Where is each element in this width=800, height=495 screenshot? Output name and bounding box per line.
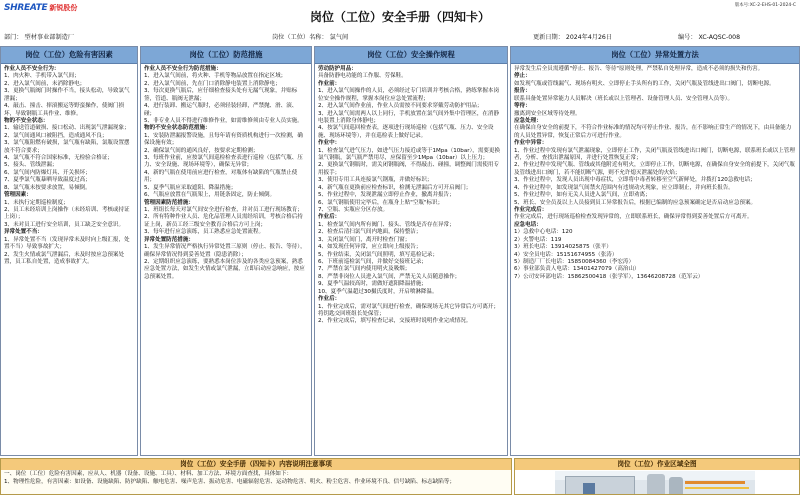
text-line: 如发现气瓶或管线漏气、现场有明火、立即停止手头所有的工作，关闭气瓶及管线进出口阀门，切断电源。 [514, 80, 775, 87]
text-line: 1、检查氯气间内所有阀门、接头、管线是否存在异常； [318, 221, 455, 228]
text-line: 6、氯气钢瓶使用完毕后，在瓶身上贴"空瓶"标识； [318, 199, 444, 206]
text-line: 1、班组长每天对氯气间安全进行检查，并对员工进行现场教育； [144, 207, 303, 214]
text-line: 1、肉火种、手机带入氯气间； [4, 73, 80, 80]
page-title: 岗位（工位）安全手册（四知卡） [309, 10, 490, 24]
text-line: 2、检查后清扫氯气间内地面，保持整洁； [318, 229, 422, 236]
four-knowledge-columns [0, 46, 800, 456]
text-line: 7、空瓶、实瓶应分区存放。 [318, 207, 389, 214]
text-line: 7、严禁在氯气间内使用明火及吸烟； [318, 266, 411, 273]
text-line: 3、使用专用工具连接氯气钢瓶，并做好标识； [318, 177, 433, 184]
pipeline [685, 481, 745, 484]
text-line: 6、氯气间内防爆灯具、开关损坏； [4, 169, 91, 176]
section-heading: 应急处理： [514, 117, 542, 124]
section-heading: 异常处置不当： [4, 229, 43, 236]
text-line: 5、作业过程中，如有无关人员进入氯气间，立即劝离； [514, 192, 651, 199]
section-heading: 报告： [514, 88, 531, 95]
section-heading: 作业前： [318, 80, 341, 87]
section-heading: 管理因素： [4, 192, 32, 199]
text-line: 3、进入氯气间需两人以上同行，手机放置在氯气间外集中管理区，在消静电装置上消除身体静电； [318, 110, 500, 124]
text-line: 9、夏季气温较高时，需做好遮阳降温措施； [318, 281, 427, 288]
area-map-panel [514, 458, 800, 495]
text-line: 作业完成后，进行现场巡检检查发现异常的，立即联系班长，确保异常得到妥善处置后方可离开。 [514, 214, 753, 221]
text-line: 4、进行装卸、搬运气瓶时，必须轻装轻卸，严禁抛、滑、滚、碰； [144, 103, 298, 117]
doc-code-label: 编号： XC-AQSC-008 [678, 34, 741, 41]
text-line: 在确保自身安全的前提下，不符合作业标准的情况均可停止作业、报告，在不影响正常生产的情况下，由具备能力的人员处置异常，恢复正常后方可进行作业。 [514, 125, 792, 139]
text-line: 1、作业过程中发现有氯气泄漏现象，立即停止工作，关闭气瓶及管线进出口阀门，切断电源，联系班长或以上管理者，分析、查找出泄漏原因，并进行处置恢复正常； [514, 147, 795, 162]
text-line: 3、每班作业前，应按氯气间巡检检查表进行巡检（包括气瓶、压力、安全设施、现场环境等），确保无异常； [144, 155, 303, 169]
column-emergency [510, 46, 800, 456]
notes-title: 岗位（工位）安全手册（四知卡）内容说明注意事项 [1, 459, 511, 470]
section-heading: 作业完成后： [514, 207, 548, 214]
text-line: 1、作业完成后，需对氯气间进行检查，确保现场无其它异常后方可离开；将钥匙交回班组长处保管； [318, 303, 500, 317]
section-heading: 作业中异常： [514, 140, 548, 147]
gas-tank [669, 477, 683, 495]
text-line: 2、进入氯气间作业前，作业人员需按不同要求穿戴劳动防护用品； [318, 103, 483, 110]
text-line: 5、非专业人员不得进行维修作业，如需维修须由专业人员实施。 [144, 117, 303, 124]
text-line: 3、更换气瓶阀门时操作不当，接头松动，导致氯气泄漏； [4, 88, 130, 102]
text-line: 5）制造厂厂长电话：15850084360（李宏涛） [514, 258, 635, 265]
text-line: 5、接头、管线泄漏； [4, 162, 58, 169]
text-line: 6、气瓶应放置在气瓶架上，用链条固定，防止倾倒。 [144, 192, 276, 199]
text-line: 4、敲击、撞击、摔滚搬运等野蛮操作，使阀门损坏，导致钢瓶工具作业、维修。 [4, 103, 125, 117]
text-line: 5、作业结束，关闭氯气间照明，填写巡检记录； [318, 251, 439, 258]
section-heading: 作业人员不安全行为： [4, 66, 60, 72]
notes-panel [0, 458, 512, 495]
guard-rail [685, 487, 749, 489]
text-line: 8、严禁非岗位人员进入氯气间，严禁无关人员随意操作； [318, 273, 461, 280]
text-line: 1、发生异常情况严格执行异常处置三原则（停止、报告、等待），确保异常情况得到妥善处置（隐患消除）； [144, 244, 306, 258]
text-line: 2、所有特种作业人员、危化品管理人员需经培训，考核合格后持证上岗，新员工经三级安全教育合格后方可上岗； [144, 214, 303, 228]
column-title: 岗位（工位）安全操作规程 [315, 47, 507, 64]
text-line: 2、发生火情或氯气泄漏后，未及时按应急预案处置，员工私自处置，造成事故扩大。 [4, 251, 125, 265]
text-line: 异常发生后全员需遵循"停止、报告、等待"原则处理，严禁私自处理异常，造成不必须的损失和伤害。 [514, 66, 764, 72]
text-line: 8、氯气瓶未按要求放置，易倾倒。 [4, 184, 91, 191]
text-line: 10、夏季气温超过30摄氏度时，开启喷淋降温。 [318, 288, 438, 295]
text-line: 2）火警电话：119 [514, 236, 562, 243]
text-line: 2、定期组织应急演练，要熟悉本岗位涉及的各类应急预案，熟悉应急处置方法，如发生火情或氯气泄漏，立即启动应急响应，按应急预案处置。 [144, 258, 305, 280]
text-line: 1、未执行定期巡检制度； [4, 199, 69, 206]
door [583, 483, 595, 495]
column-title: 岗位（工位）危险有害因素 [1, 47, 137, 64]
section-heading: 劳动防护用品： [318, 66, 357, 72]
text-line: 3）班长电话：13914025875（张平） [514, 244, 612, 251]
meta-row [0, 32, 800, 44]
text-line: 1、异常处置不当（发现异常未及时向上级汇报，处置不当）导致事故扩大； [4, 236, 130, 251]
version-number: 版本号:XC-2-EHS-01-2024-C [734, 3, 796, 8]
text-line: 6、下班前巡检氯气间，并做好交接班记录； [318, 258, 427, 265]
text-line: 4、新气瓶在更换前应检查标识，检测无泄漏后方可开启阀门； [318, 184, 472, 191]
text-line: 撤离到安全区域等待处理。 [514, 110, 581, 117]
text-line: 4、如发现任何异常，应立即向上级报告； [318, 244, 422, 251]
column-body [1, 64, 137, 266]
section-heading: 物的不安全状态： [4, 117, 49, 124]
text-line: 2、作业过程中发现气瓶、管线或其他附近有明火，立即停止工作，切断电源，在确保自身安全的前提下，关闭气瓶及管线进出口阀门，若不能切断气源，则不允许熄灭泄漏处的火焰； [514, 162, 795, 176]
text-line: 3、氯气瓶阻燃有破损，氯气瓶有缺陷，氯瓶设置摆放不符合要求； [4, 140, 130, 154]
post-name-label: 岗位（工位）名称： 氯气间 [272, 34, 349, 41]
text-line: 具备防静电功能的工作服、劳保鞋。 [318, 73, 407, 80]
text-line: 4、按氯气间巡回检查表，逐项进行现场巡检（包括气瓶、压力、安全设施、现场环境等），并在巡检表上做好记录。 [318, 125, 494, 139]
section-heading: 停止： [514, 73, 531, 80]
column-body [511, 64, 799, 281]
section-heading: 作业中： [318, 140, 341, 147]
column-body [315, 64, 507, 326]
text-line: 1、进入氯气间前，将火种、手机等物品放置在指定区域； [144, 73, 287, 80]
department-label: 部门： 型材事业部制造厂 [4, 34, 75, 41]
section-heading: 作业人员不安全行为防范措施： [144, 66, 222, 72]
section-heading: 管理因素防范措施： [144, 199, 194, 206]
text-line: 1、进入氯气间操作的人员，必须经过专门培训并考核合格，熟练掌握本岗位安全操作规程，掌握本岗位应急处置流程； [318, 88, 500, 102]
text-line: 联系具备处置异常能力人员解决（班长或以上管理者、设备管理人员、安全管理人员等）。 [514, 95, 734, 102]
logo-mark: SHREATE [4, 3, 48, 14]
text-line: 4、作业过程中，如发现氯气间禁火范围内有违规动火现象，应立即制止，并向班长报告。 [514, 184, 734, 191]
text-line: 5、作业过程中，发现泄漏立即停止作业，撤离并报告； [318, 192, 455, 199]
column-title: 岗位（工位）防范措施 [141, 47, 311, 64]
area-map-title: 岗位（工位）作业区域全图 [515, 459, 799, 470]
update-date-label: 更新日期： 2024年4月26日 [533, 34, 613, 41]
column-procedures [314, 46, 508, 456]
text-line: 2、员工未经培训上岗操作（未经培训、考核或持证上岗）； [4, 207, 130, 221]
text-line: 2、确保氯气间的通风良好，按要求定期检测； [144, 147, 259, 154]
text-line: 2、更换氯气钢瓶时，需关闭钢瓶阀，不得敲击、碰撞，调整阀门需使用专用扳手； [318, 162, 500, 176]
text-line: 1、检查氯气进气压力，如进气压力接近或等于1Mpa（10bar），需要更换氯气钢瓶，氯气瓶严禁用尽，应保留至少1Mpa（10bar）以上压力； [318, 147, 501, 162]
notes-line: 1、物理性危险，有害因素：如设备、设施缺陷、防护缺陷、触电危害、噪声危害、振动危害、电磁辐射危害、运动物危害、明火、粉尘危害、作业环境不良、信号缺陷、标志缺陷等； [4, 478, 456, 485]
text-line: 5、夏季气瓶应采取遮阳、降温措施； [144, 184, 237, 191]
text-line: 3、关闭氯气间门，离开时检查门窗； [318, 236, 411, 243]
text-line: 3、作业过程中，发现人员出现中毒症状，立即将中毒者转移至空气新鲜处，并拨打120急救电话； [514, 177, 756, 184]
notes-line: 一、岗位（工位）危险有害因素，应从人、机器（设备、设施、工具）、材料、加工方法、环境方面查找，具体如下： [4, 471, 293, 477]
text-line: 5、班长、安全员及以上人员接到员工异常报告后，根据已编制的应急预案确定是否启动应急预案。 [514, 199, 757, 206]
text-line: 1、安装防泄漏报警设施，且每年请有资质机构进行一次检测，确保设施有效； [144, 132, 303, 147]
notes-body [1, 470, 511, 487]
text-line: 4、新的气瓶在使用前应进行检查，对瓶体有缺陷的气瓶禁止使用； [144, 169, 298, 184]
column-prevention [140, 46, 312, 456]
text-line: 7、夏季氯气瓶暴晒导致温度过高； [4, 177, 91, 184]
header [0, 0, 800, 32]
text-line: 7）公司安环部电话：15862500418（张学军），13646208728（范军云） [514, 273, 704, 280]
section-heading: 作业后： [318, 214, 341, 221]
column-hazards [0, 46, 138, 456]
section-heading: 作业后： [318, 296, 341, 303]
logo-text: 新锐股份 [49, 4, 78, 13]
bottom-band [0, 458, 800, 495]
section-heading: 应急电话： [514, 221, 542, 228]
text-line: 3、每次更换气瓶后，应仔细检查接头处有无漏气现象，并贴标签，管道、瓶阀无泄漏； [144, 88, 298, 102]
gas-tank [647, 474, 665, 495]
column-body [141, 64, 311, 281]
work-area-photo [555, 471, 755, 495]
column-title: 岗位（工位）异常处置方法 [511, 47, 799, 64]
text-line: 2、进入氯气间前，未消除静电； [4, 80, 86, 87]
text-line: 4、氯气瓶不符合国家标准，无检验合格证； [4, 155, 113, 162]
building-wall [565, 476, 635, 495]
text-line: 3、每年进行应急演练，员工熟悉应急处置流程。 [144, 229, 265, 236]
text-line: 1、输送管道破损、接口松动、出现氯气泄漏现象； [4, 125, 130, 132]
section-heading: 等待： [514, 103, 531, 110]
text-line: 6）事业部负责人电话：13401427079（高治山） [514, 266, 640, 273]
section-heading: 物的不安全状态防范措施： [144, 125, 211, 132]
text-line: 2、进入氯气间前，先在门口消除静电装置上消除静电； [144, 80, 281, 87]
text-line: 2、作业完成后，填写检查记录，交接班时说明作业完成情况。 [318, 318, 472, 325]
text-line: 3、未对员工进行安全培训，员工缺乏安全意识。 [4, 221, 125, 228]
text-line: 1）急救中心电话：120 [514, 229, 573, 236]
text-line: 4）安全员电话：15151674955（张涛） [514, 251, 618, 258]
section-heading: 异常处置防范措施： [144, 236, 194, 243]
text-line: 2、氯气间通风口被阻挡，造成通风不良； [4, 132, 108, 139]
